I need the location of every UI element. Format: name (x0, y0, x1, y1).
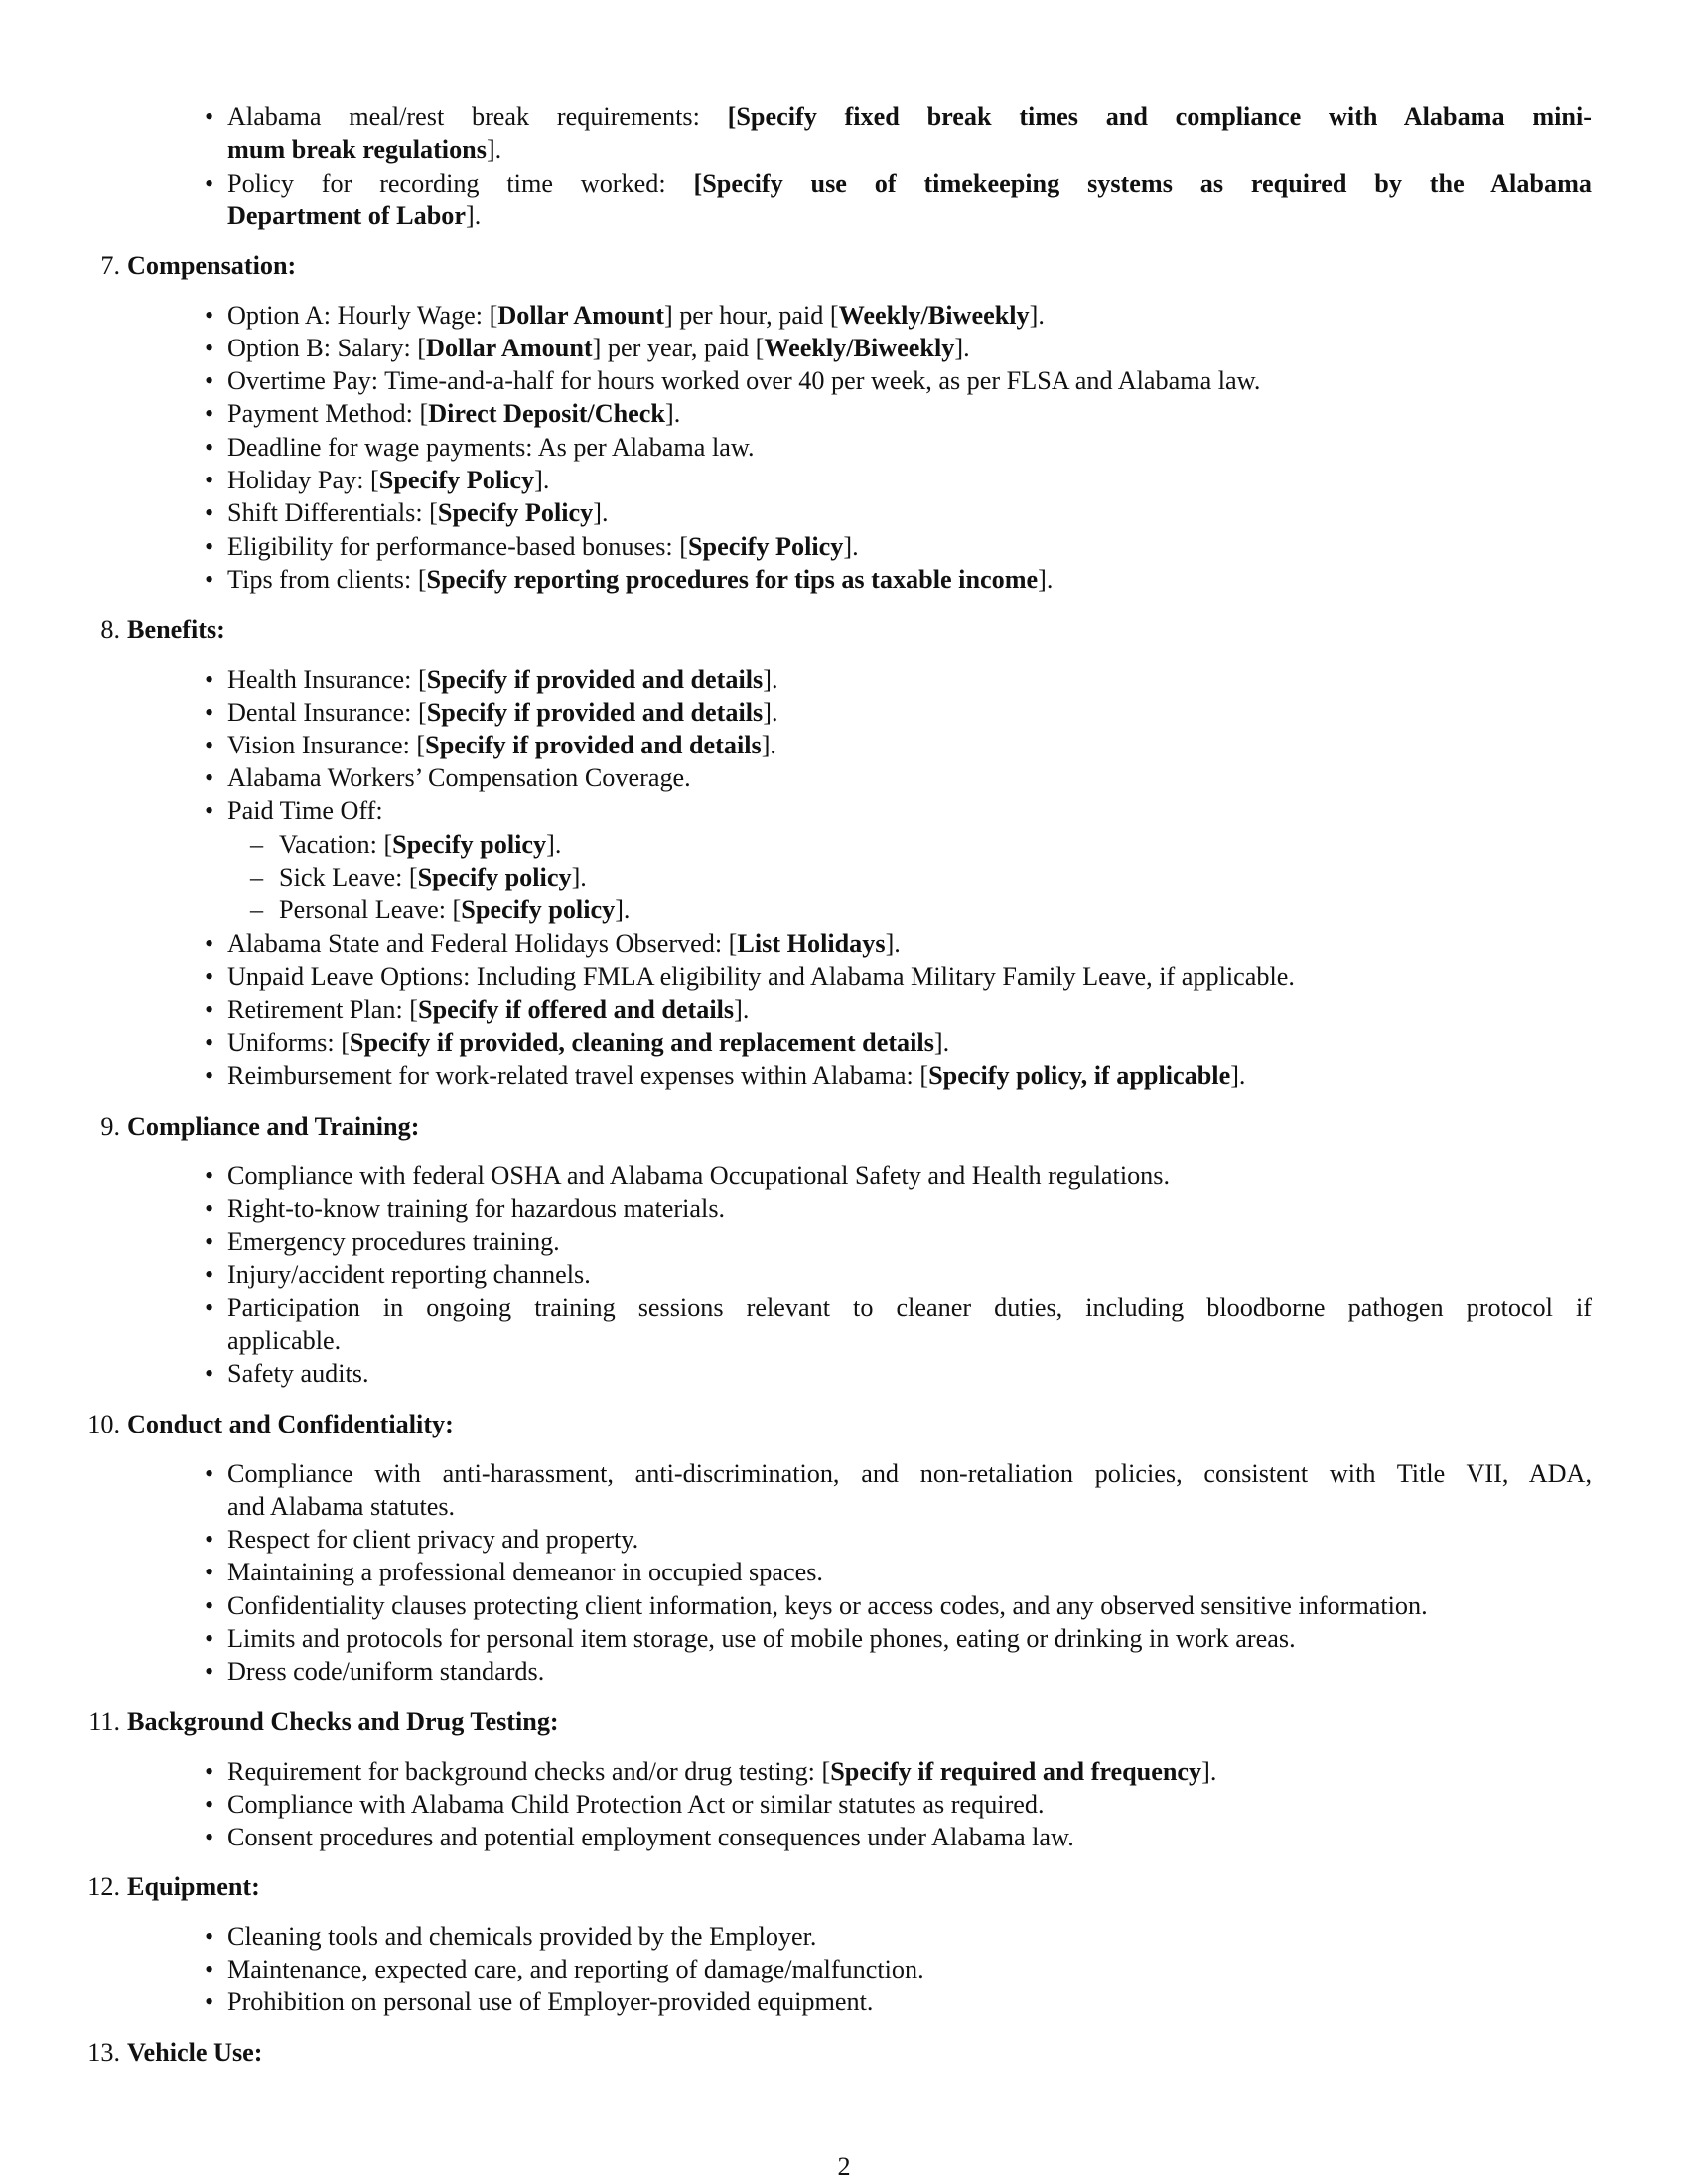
list-item-continuation: Department of Labor]. (227, 202, 482, 230)
list-item: • Cleaning tools and chemicals provided by the Employer. (205, 1922, 817, 1951)
list-item: • Uniforms: [Specify if provided, cleaning and replacement details]. (205, 1028, 950, 1057)
list-item: • Compliance with federal OSHA and Alabama Occupational Safety and Health regulations. (205, 1161, 1171, 1190)
list-item: • Right-to-know training for hazardous materials. (205, 1194, 726, 1223)
list-item: • Holiday Pay: [Specify Policy]. (205, 466, 550, 494)
list-item: • Payment Method: [Direct Deposit/Check]. (205, 399, 681, 428)
list-item: • Respect for client privacy and property. (205, 1525, 639, 1554)
list-item: • Reimbursement for work-related travel expenses within Alabama: [Specify policy, if applicable]. (205, 1061, 1246, 1090)
list-item: • Vision Insurance: [Specify if provided and details]. (205, 731, 776, 759)
list-item: • Eligibility for performance-based bonuses: [Specify Policy]. (205, 532, 859, 561)
list-item: • Health Insurance: [Specify if provided and details]. (205, 665, 778, 694)
list-item: • Compliance with Alabama Child Protection Act or similar statutes as required. (205, 1790, 1045, 1819)
list-item: • Maintenance, expected care, and reporting of damage/malfunction. (205, 1955, 924, 1983)
list-item: • Dress code/uniform standards. (205, 1657, 545, 1686)
list-item: • Dental Insurance: [Specify if provided and details]. (205, 698, 778, 727)
section-heading-equipment: 12. Equipment: (87, 1872, 260, 1901)
list-item: • Policy for recording time worked: [Specify use of timekeeping systems as required by the Alabama (205, 169, 1592, 198)
list-item: • Safety audits. (205, 1359, 369, 1388)
section-heading-vehicle-use: 13. Vehicle Use: (87, 2038, 263, 2067)
list-item: • Injury/accident reporting channels. (205, 1260, 591, 1289)
list-item: • Compliance with anti-harassment, anti-discrimination, and non-retaliation policies, consistent with Title VII, ADA, (205, 1459, 1592, 1488)
list-item: • Paid Time Off: (205, 796, 383, 825)
list-item: • Alabama State and Federal Holidays Observed: [List Holidays]. (205, 929, 901, 958)
list-item-continuation: and Alabama statutes. (227, 1492, 456, 1521)
list-item-continuation: mum break regulations]. (227, 135, 502, 164)
section-heading-compliance-training: 9. Compliance and Training: (100, 1112, 420, 1141)
sub-list-item: – Vacation: [Specify policy]. (250, 830, 562, 859)
list-item: • Overtime Pay: Time-and-a-half for hours worked over 40 per week, as per FLSA and Alabama law. (205, 366, 1261, 395)
list-item: • Shift Differentials: [Specify Policy]. (205, 498, 609, 527)
section-heading-benefits: 8. Benefits: (100, 615, 225, 644)
section-heading-compensation: 7. Compensation: (100, 251, 297, 280)
list-item-continuation: applicable. (227, 1326, 342, 1355)
sub-list-item: – Sick Leave: [Specify policy]. (250, 863, 587, 891)
list-item: • Consent procedures and potential employment consequences under Alabama law. (205, 1823, 1074, 1851)
section-heading-conduct-confidentiality: 10. Conduct and Confidentiality: (87, 1410, 454, 1438)
list-item: • Option A: Hourly Wage: [Dollar Amount] per hour, paid [Weekly/Biweekly]. (205, 301, 1045, 330)
list-item: • Emergency procedures training. (205, 1227, 560, 1256)
list-item: • Tips from clients: [Specify reporting procedures for tips as taxable income]. (205, 565, 1054, 594)
list-item: • Unpaid Leave Options: Including FMLA eligibility and Alabama Military Family Leave, if applicable. (205, 962, 1295, 991)
list-item: • Alabama Workers’ Compensation Coverage. (205, 763, 691, 792)
list-item: • Prohibition on personal use of Employer-provided equipment. (205, 1987, 874, 2016)
list-item: • Limits and protocols for personal item storage, use of mobile phones, eating or drinking in work areas. (205, 1624, 1296, 1653)
list-item: • Confidentiality clauses protecting client information, keys or access codes, and any observed sensitive information. (205, 1591, 1428, 1620)
list-item: • Retirement Plan: [Specify if offered and details]. (205, 995, 750, 1024)
list-item: • Maintaining a professional demeanor in occupied spaces. (205, 1558, 823, 1586)
section-heading-background-checks: 11. Background Checks and Drug Testing: (88, 1707, 559, 1736)
list-item: • Option B: Salary: [Dollar Amount] per year, paid [Weekly/Biweekly]. (205, 334, 970, 362)
page-number: 2 (837, 2152, 851, 2181)
list-item: • Requirement for background checks and/or drug testing: [Specify if required and frequency]. (205, 1757, 1217, 1786)
sub-list-item: – Personal Leave: [Specify policy]. (250, 895, 631, 924)
list-item: • Deadline for wage payments: As per Alabama law. (205, 433, 755, 462)
list-item: • Alabama meal/rest break requirements: [Specify fixed break times and compliance with Alabama mini- (205, 102, 1592, 131)
list-item: • Participation in ongoing training sessions relevant to cleaner duties, including bloodborne pathogen protocol if (205, 1294, 1592, 1322)
